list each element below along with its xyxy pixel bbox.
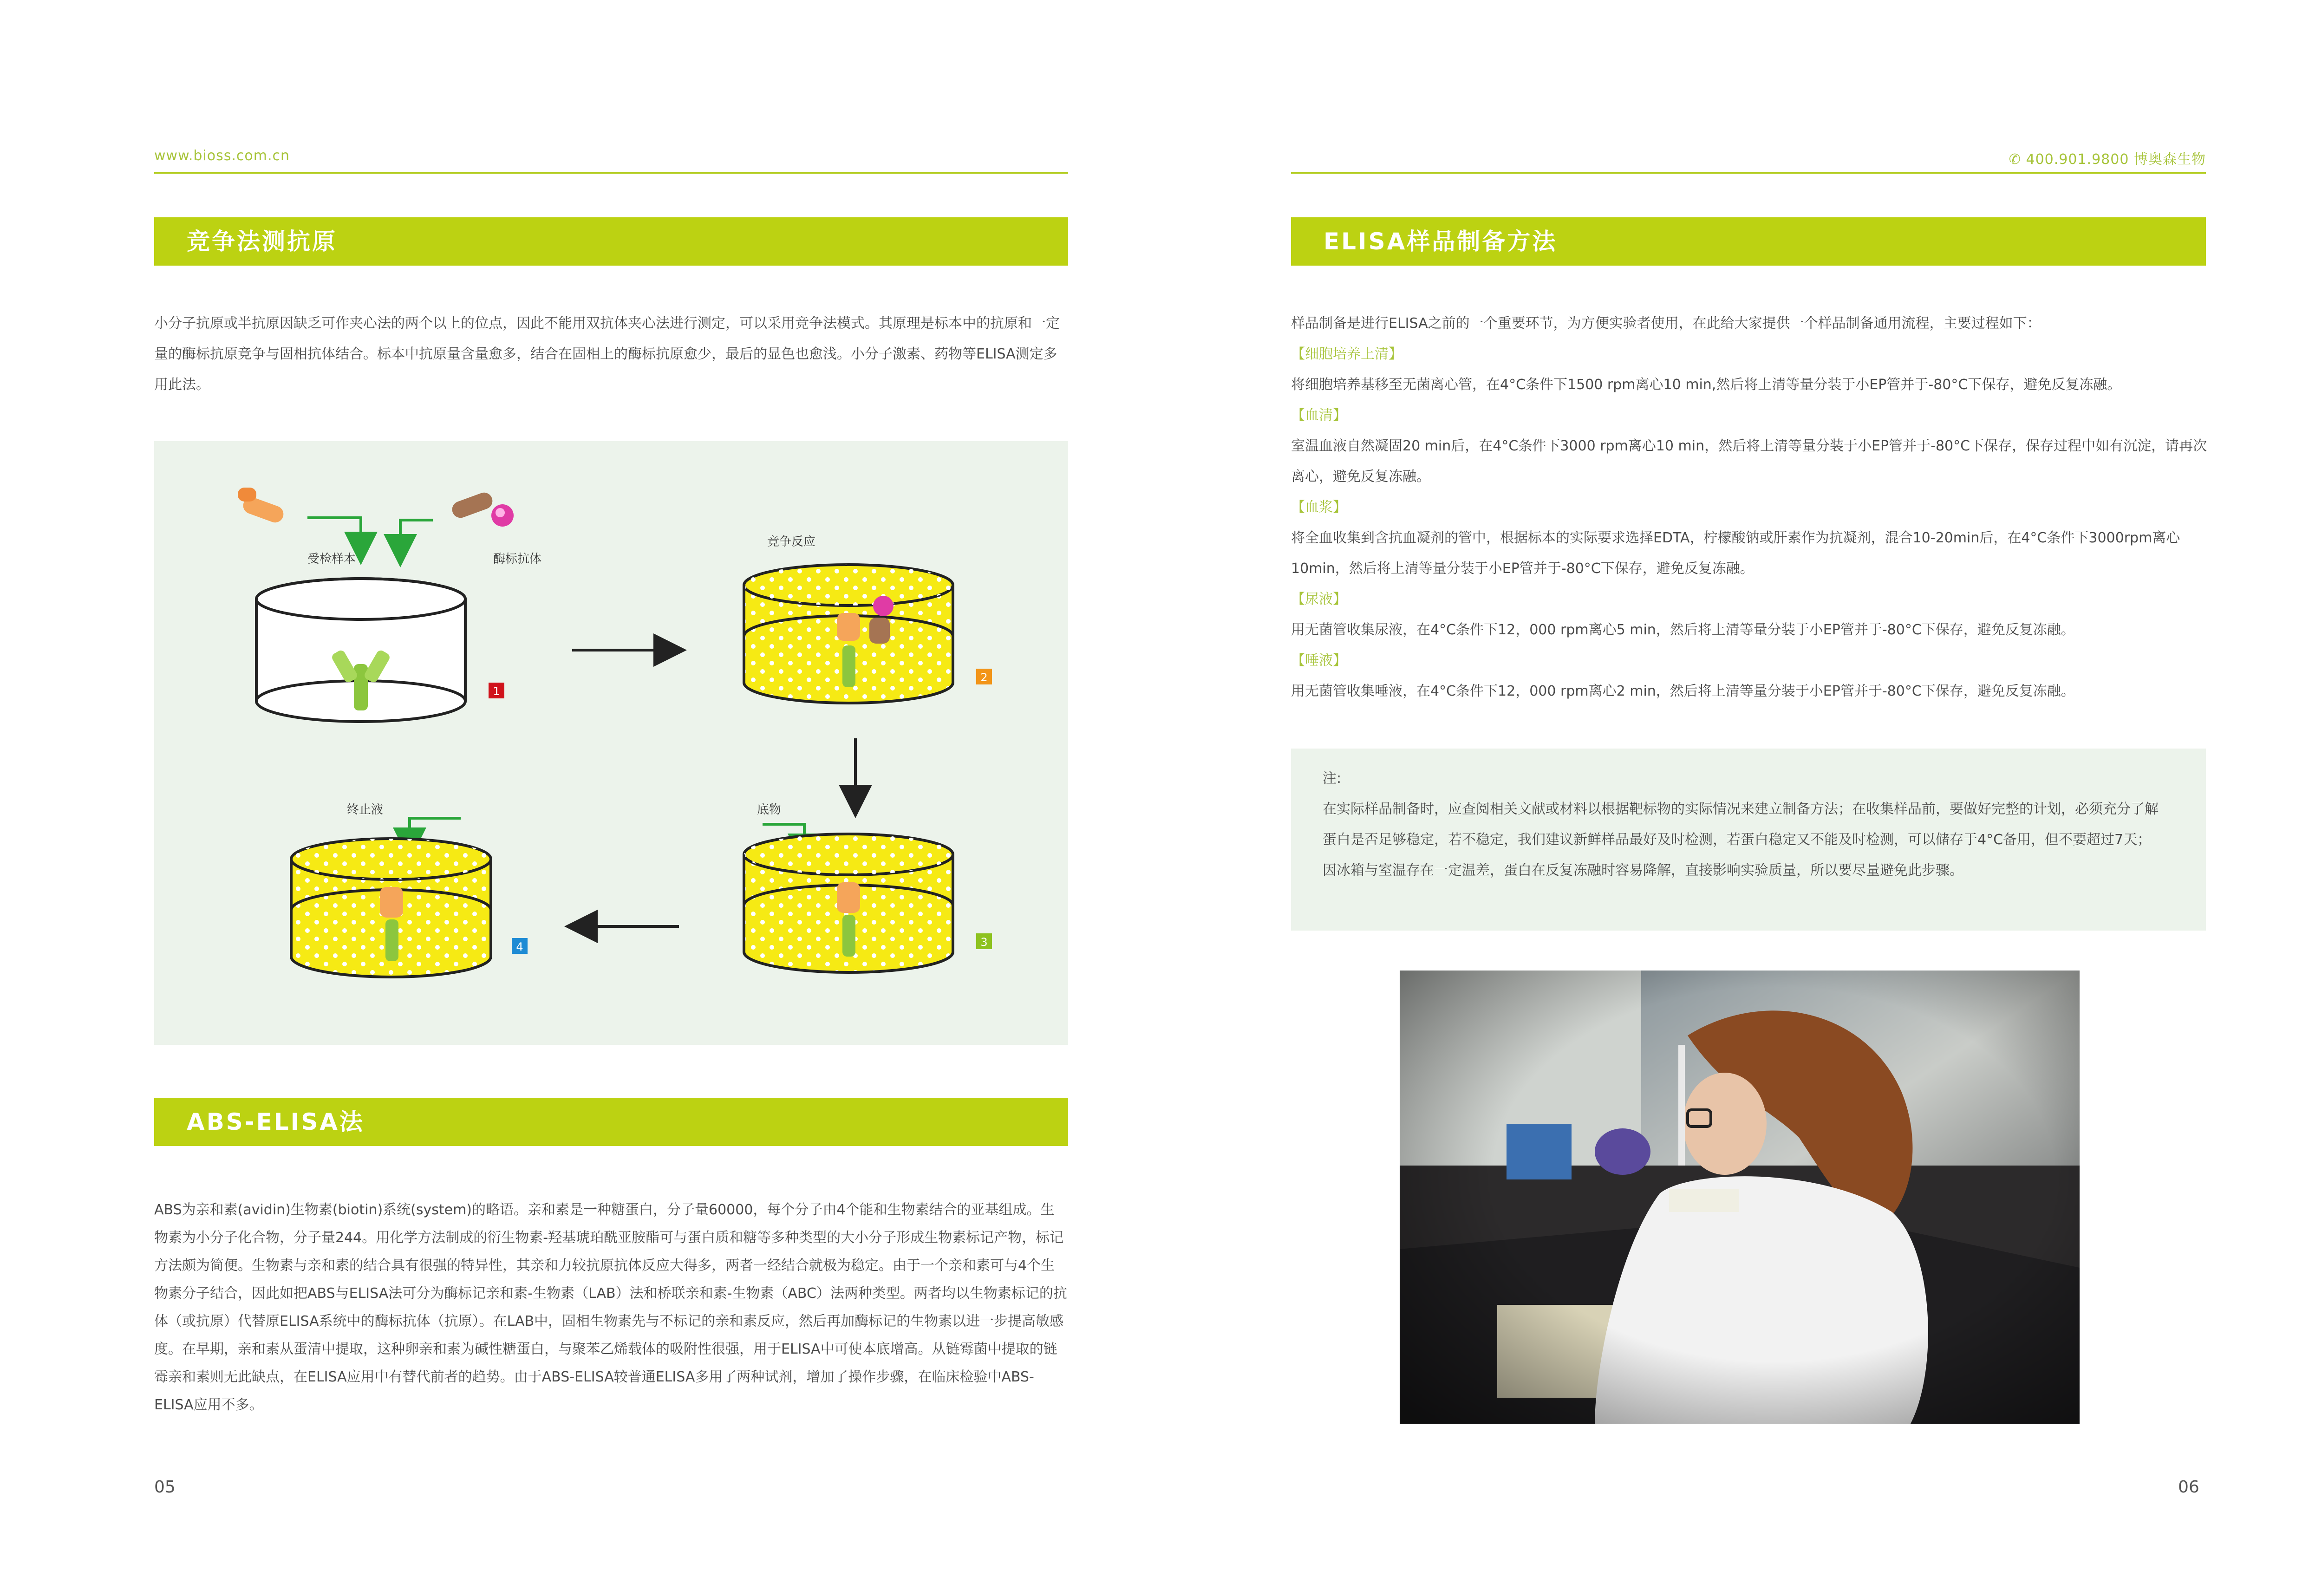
site-url[interactable]: www.bioss.com.cn — [154, 148, 290, 164]
note-label: 注: — [1323, 770, 1342, 787]
brand-name: 博奥森生物 — [2134, 151, 2206, 168]
text-saliva: 用无菌管收集唾液，在4°C条件下12，000 rpm离心2 min，然后将上清等量分装于小EP管并于-80°C下保存，避免反复冻融。 — [1291, 683, 2075, 699]
label-sample: 受检样本 — [307, 552, 356, 566]
competition-text: 小分子抗原或半抗原因缺乏可作夹心法的两个以上的位点，因此不能用双抗体夹心法进行测定，可以采用竞争法模式。其原理是标本中的抗原和一定量的酶标抗原竞争与固相抗体结合。标本中抗原量含量愈多，结合在固相上的酶标抗原愈少，最后的显色也愈浅。小分子激素、药物等ELISA测定多用此法。 — [154, 315, 1060, 393]
tag-cell-culture: 【细胞培养上清】 — [1291, 346, 1402, 362]
header-rule-right — [1291, 172, 2206, 174]
text-serum: 室温血液自然凝固20 min后，在4°C条件下3000 rpm离心10 min，然后将上清等量分装于小EP管并于-80°C下保存，保存过程中如有沉淀，请再次离心，避免反复冻融。 — [1291, 438, 2207, 485]
phone-icon: ✆ — [2009, 151, 2026, 168]
note-content — [1323, 763, 2163, 886]
well-1 — [256, 579, 504, 722]
page-number-right: 06 — [2178, 1478, 2199, 1497]
section-title-abs-elisa: ABS-ELISA法 — [154, 1098, 1068, 1146]
enzyme-arrow — [400, 520, 433, 562]
lab-photo — [1400, 971, 2080, 1424]
tag-plasma: 【血浆】 — [1291, 499, 1347, 515]
sample-prep-intro: 样品制备是进行ELISA之前的一个重要环节，为方便实验者使用，在此给大家提供一个样品制备通用流程，主要过程如下： — [1291, 315, 2041, 332]
page-number-left: 05 — [154, 1478, 176, 1497]
sample-antigen-icon — [238, 488, 286, 525]
tag-saliva: 【唾液】 — [1291, 652, 1347, 669]
note-text: 在实际样品制备时，应查阅相关文献或材料以根据靶标物的实际情况来建立制备方法；在收集样品前，要做好完整的计划，必须充分了解蛋白是否足够稳定，若不稳定，我们建议新鲜样品最好及时检测，若蛋白稳定又不能及时检测，可以储存于4°C备用，但不要超过7天；因冰箱与室温存在一定温差，蛋白在反复冻融时容易降解，直接影响实验质量，所以要尽量避免此步骤。 — [1323, 801, 2159, 879]
tag-serum: 【血清】 — [1291, 407, 1347, 423]
tag-urine: 【尿液】 — [1291, 591, 1347, 607]
section-title-competition: 竞争法测抗原 — [154, 217, 1068, 266]
competition-paragraph — [154, 308, 1068, 400]
lab-photo-illustration — [1400, 971, 2080, 1424]
header-rule-left — [154, 172, 1068, 174]
note-box — [1291, 749, 2206, 931]
abs-elisa-text: ABS为亲和素(avidin)生物素(biotin)系统(system)的略语。亲和素是一种糖蛋白，分子量60000，每个分子由4个能和生物素结合的亚基组成。生物素为小分子化合物，分子量244。用化学方法制成的衍生物素-羟基琥珀酰亚胺酯可与蛋白质和糖等多种类型的大小分子形成生物素标记产物，标记方法颇为简便。生物素与亲和素的结合具有很强的特异性，其亲和力较抗原抗体反应大得多，两者一经结合就极为稳定。由于一个亲和素可与4个生物素分子结合，因此如把ABS与ELISA法可分为酶标记亲和素-生物素（LAB）法和桥联亲和素-生物素（ABC）法两种类型。两者均以生物素标记的抗体（或抗原）代替原ELISA系统中的酶标抗体（抗原）。在LAB中，固相生物素先与不标记的亲和素反应，然后再加酶标记的生物素以进一步提高敏感度。在早期，亲和素从蛋清中提取，这种卵亲和素为碱性糖蛋白，与聚苯乙烯载体的吸附性很强，用于ELISA中可使本底增高。从链霉菌中提取的链霉亲和素则无此缺点，在ELISA应用中有替代前者的趋势。由于ABS-ELISA较普通ELISA多用了两种试剂，增加了操作步骤，在临床检验中ABS-ELISA应用不多。 — [154, 1202, 1067, 1413]
step-num-1: 1 — [493, 685, 500, 698]
label-competition: 竞争反应 — [767, 535, 816, 549]
competitive-elisa-diagram — [154, 441, 1068, 1045]
diagram-svg — [154, 441, 1068, 1045]
step-num-4: 4 — [516, 940, 523, 953]
label-enzyme-antibody: 酶标抗体 — [493, 552, 542, 566]
well-4 — [291, 839, 528, 977]
enzyme-antibody-icon — [450, 490, 514, 527]
well-2 — [744, 565, 992, 703]
sample-prep-content — [1291, 308, 2215, 707]
step-num-2: 2 — [980, 671, 988, 684]
header-contact — [2002, 148, 2206, 168]
step-num-3: 3 — [980, 936, 988, 949]
label-stop-solution: 终止液 — [347, 803, 384, 817]
label-substrate: 底物 — [757, 803, 782, 817]
text-cell-culture: 将细胞培养基移至无菌离心管，在4°C条件下1500 rpm离心10 min,然后将上清等量分装于小EP管并于-80°C下保存，避免反复冻融。 — [1291, 377, 2121, 393]
well-3 — [744, 834, 992, 972]
text-urine: 用无菌管收集尿液，在4°C条件下12，000 rpm离心5 min，然后将上清等量分装于小EP管并于-80°C下保存，避免反复冻融。 — [1291, 622, 2075, 638]
phone-number: 400.901.9800 — [2026, 151, 2129, 168]
abs-elisa-paragraph — [154, 1196, 1068, 1419]
section-title-sample-prep: ELISA样品制备方法 — [1291, 217, 2206, 266]
text-plasma: 将全血收集到含抗血凝剂的管中，根据标本的实际要求选择EDTA，柠檬酸钠或肝素作为抗凝剂，混合10-20min后，在4°C条件下3000rpm离心10min，然后将上清等量分装于小EP管并于-80°C下保存，避免反复冻融。 — [1291, 530, 2180, 577]
